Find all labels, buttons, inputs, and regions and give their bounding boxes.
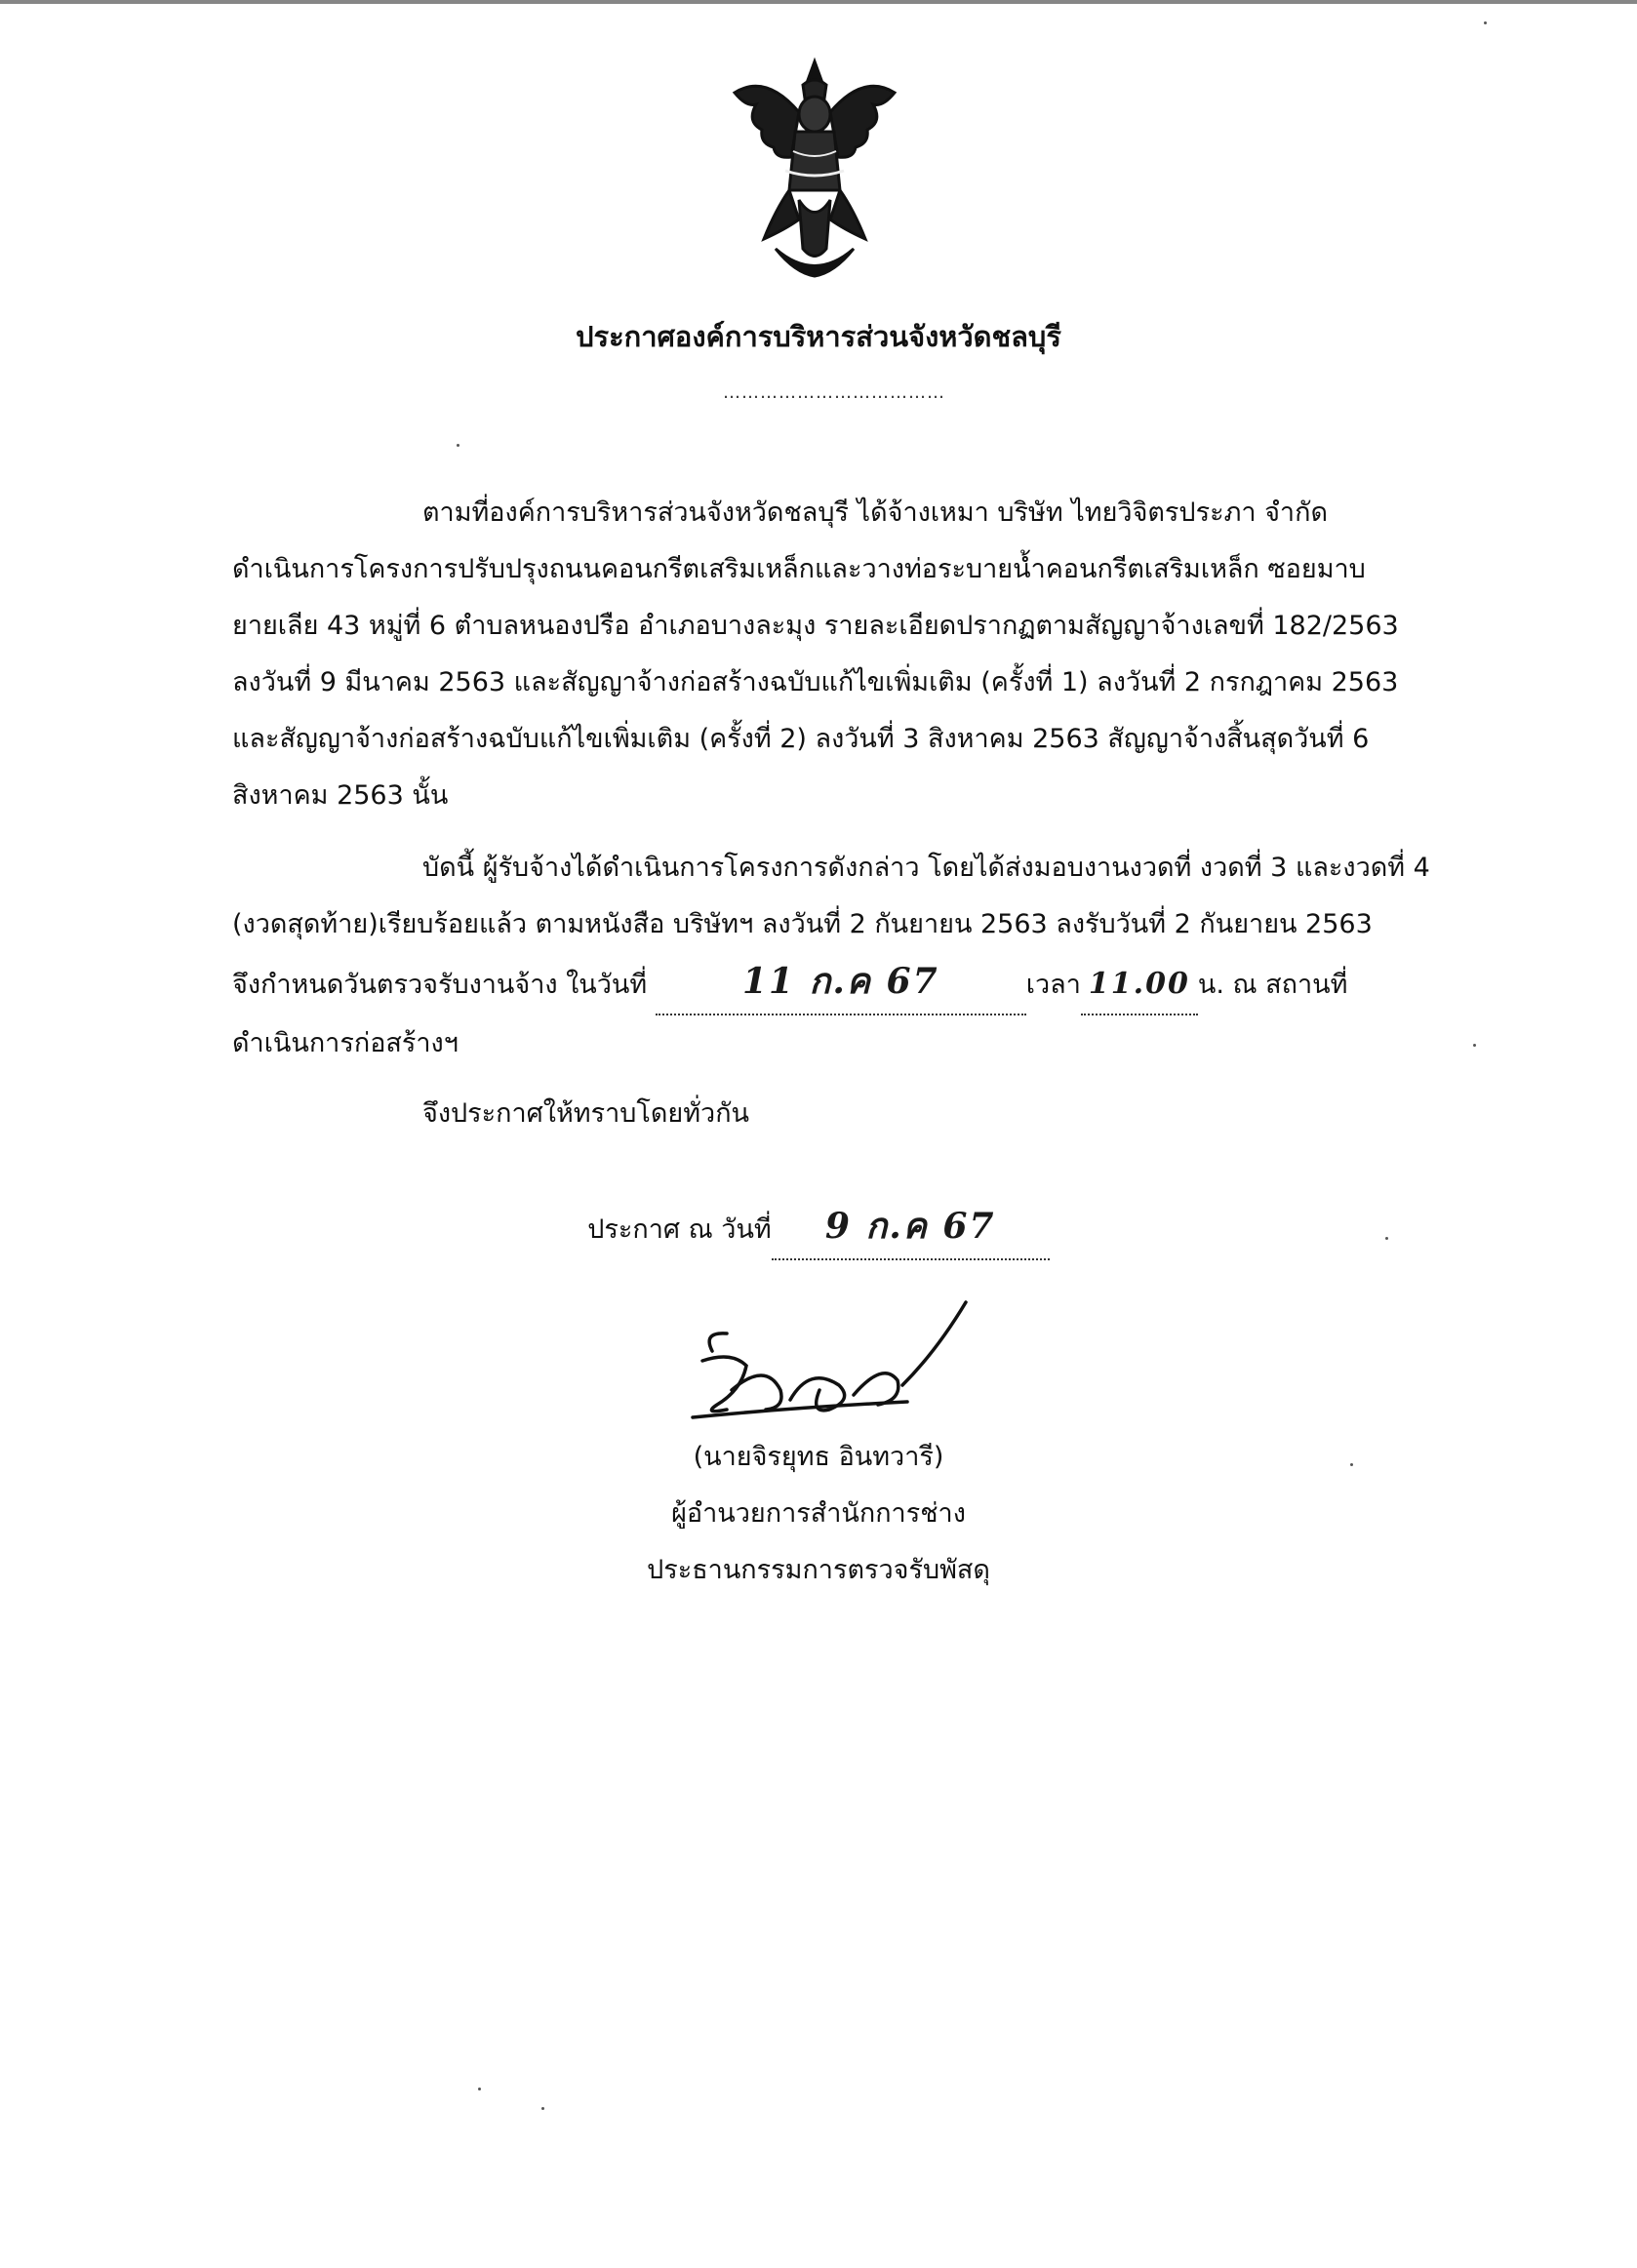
announcement-date: 9 ก.ค 67 xyxy=(824,1206,996,1247)
scan-speck xyxy=(1484,21,1487,24)
announcement-date-line xyxy=(0,1198,1637,1260)
paragraph-line: (งวดสุดท้าย)เรียบร้อยแล้ว ตามหนังสือ บริษัทฯ ลงวันที่ 2 กันยายน 2563 ลงรับวันที่ 2 กันยายน 2563 xyxy=(232,909,1373,939)
scan-speck xyxy=(541,2107,544,2110)
signatory-position: ผู้อำนวยการสำนักการช่าง xyxy=(671,1498,966,1529)
scan-speck xyxy=(1350,1463,1353,1466)
paragraph-line: ดำเนินการโครงการปรับปรุงถนนคอนกรีตเสริมเหล็กและวางท่อระบายน้ำคอนกรีตเสริมเหล็ก ซอยมาบ xyxy=(232,554,1366,584)
signatory-name: (นายจิรยุทธ อินทวารี) xyxy=(693,1442,944,1472)
inspection-line xyxy=(232,953,1439,1015)
garuda-emblem xyxy=(717,54,912,283)
announcement-date-field xyxy=(772,1198,1050,1260)
inspection-time: 11.00 xyxy=(1088,967,1190,1001)
scan-speck xyxy=(457,444,459,447)
paragraph-line: บัดนี้ ผู้รับจ้างได้ดำเนินการโครงการดังกล่าว โดยได้ส่งมอบงานงวดที่ งวดที่ 3 และงวดที่ 4 xyxy=(422,853,1430,883)
paragraph-line: ลงวันที่ 9 มีนาคม 2563 และสัญญาจ้างก่อสร้างฉบับแก้ไขเพิ่มเติม (ครั้งที่ 1) ลงวันที่ 2 กรกฎาคม 2563 xyxy=(232,667,1399,697)
scan-speck xyxy=(1473,1044,1476,1047)
paragraph-line: ตามที่องค์การบริหารส่วนจังหวัดชลบุรี ได้จ้างเหมา บริษัท ไทยวิจิตรประภา จำกัด xyxy=(422,497,1328,528)
inspection-time-field xyxy=(1081,956,1198,1015)
inspection-suffix: น. ณ สถานที่ xyxy=(1197,970,1348,1000)
inspection-prefix: จึงกำหนดวันตรวจรับงานจ้าง ในวันที่ xyxy=(232,970,648,1000)
signatory-role: ประธานกรรมการตรวจรับพัสดุ xyxy=(647,1555,990,1585)
paragraph-contract xyxy=(232,485,1439,824)
handwritten-signature xyxy=(673,1293,985,1439)
title-separator: ……………………………… xyxy=(723,382,945,403)
paragraph-delivery xyxy=(232,840,1439,1072)
scan-speck xyxy=(478,2088,481,2090)
time-label: เวลา xyxy=(1025,970,1081,1000)
scan-edge xyxy=(0,0,1637,4)
inspection-date-field xyxy=(656,953,1026,1015)
paragraph-line: ดำเนินการก่อสร้างฯ xyxy=(232,1028,459,1058)
scan-speck xyxy=(1385,1237,1388,1240)
announcement-date-label: ประกาศ ณ วันที่ xyxy=(587,1214,772,1245)
closing-paragraph xyxy=(232,1086,1439,1142)
closing-text: จึงประกาศให้ทราบโดยทั่วกัน xyxy=(422,1098,749,1129)
announcement-title: ประกาศองค์การบริหารส่วนจังหวัดชลบุรี xyxy=(576,320,1061,353)
inspection-date: 11 ก.ค 67 xyxy=(741,961,939,1002)
paragraph-line: ยายเลีย 43 หมู่ที่ 6 ตำบลหนองปรือ อำเภอบางละมุง รายละเอียดปรากฏตามสัญญาจ้างเลขที่ 182/2563 xyxy=(232,611,1399,641)
paragraph-line: และสัญญาจ้างก่อสร้างฉบับแก้ไขเพิ่มเติม (ครั้งที่ 2) ลงวันที่ 3 สิงหาคม 2563 สัญญาจ้างสิ้นสุดวันที่ 6 xyxy=(232,724,1370,754)
paragraph-line: สิงหาคม 2563 นั้น xyxy=(232,780,449,811)
